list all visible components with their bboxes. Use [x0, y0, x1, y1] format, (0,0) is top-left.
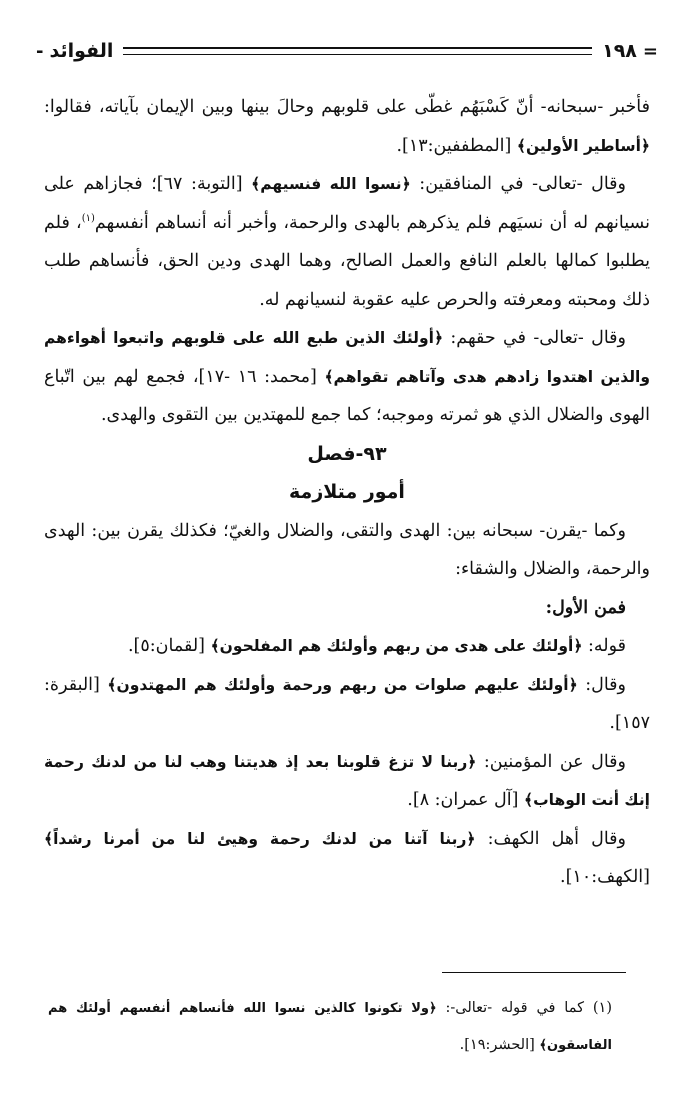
section-intro: وكما -يقرن- سبحانه بين: الهدى والتقى، والضلال والغيّ؛ فكذلك يقرن بين: الهدى والرحمة، والضلال والشقاء:	[44, 520, 650, 579]
footnote-marker[interactable]: (١)	[81, 212, 95, 224]
page-header	[36, 34, 658, 68]
footnote: (١) كما في قوله -تعالى-: ﴿ولا تكونوا كالذين نسوا الله فأنساهم أنفسهم أولئك هم الفاسقون﴾ [الحشر:١٩].	[48, 1000, 612, 1053]
first-label: فمن الأول:	[545, 597, 626, 618]
page-number: ١٩٨	[602, 40, 637, 62]
section-number: ٩٣-فصل	[307, 442, 387, 465]
section-title: أمور متلازمة	[289, 481, 405, 503]
evidence-item: قوله: ﴿أولئك على هدى من ربهم وأولئك هم المفلحون﴾ [لقمان:٥].	[127, 636, 626, 656]
quran-verse: ﴿نسوا الله فنسيهم﴾	[251, 175, 411, 193]
evidence-item: وقال عن المؤمنين: ﴿ربنا لا تزغ قلوبنا بعد إذ هديتنا وهب لنا من لدنك رحمة إنك أنت الوهاب﴾ [آل عمران: ٨].	[44, 751, 650, 810]
evidence-item: وقال أهل الكهف: ﴿ربنا آتنا من لدنك رحمة وهيئ لنا من أمرنا رشداً﴾ [الكهف:١٠].	[44, 828, 650, 887]
quran-verse: ﴿ولا تكونوا كالذين نسوا الله فأنساهم أنفسهم أولئك هم الفاسقون﴾	[48, 1001, 612, 1053]
header-rule	[123, 47, 592, 55]
quran-verse: ﴿أولئك الذين طبع الله على قلوبهم واتبعوا أهواءهم والذين اهتدوا زادهم هدى وآتاهم تقواهم﴾	[44, 329, 650, 386]
quran-verse: ﴿أولئك عليهم صلوات من ربهم ورحمة وأولئك هم المهتدون﴾	[107, 675, 578, 694]
page-body	[44, 88, 650, 897]
book-title: الفوائد	[49, 40, 114, 62]
paragraph-3: وقال -تعالى- في حقهم: ﴿أولئك الذين طبع الله على قلوبهم واتبعوا أهواءهم والذين اهتدوا زادهم هدى وآتاهم تقواهم﴾ [محمد: ١٦ -١٧]، فجمع لهم بين اتّباع الهوى والضلال الذي هو ثمرته وموجبه؛ كما جمع للمهتدين بين التقوى والهدى.	[44, 328, 650, 425]
quran-verse: ﴿أولئك على هدى من ربهم وأولئك هم المفلحون﴾	[210, 637, 583, 655]
footnote-divider	[442, 972, 626, 973]
paragraph-1: فأخبر -سبحانه- أنّ كَسْبَهُم غطّى على قلوبهم وحالَ بينها وبين الإيمان بآياته، فقالوا: ﴿أساطير الأولين﴾ [المطففين:١٣].	[44, 97, 650, 156]
quran-verse: ﴿ربنا لا تزغ قلوبنا بعد إذ هديتنا وهب لنا من لدنك رحمة إنك أنت الوهاب﴾	[44, 752, 650, 809]
paragraph-2: وقال -تعالى- في المنافقين: ﴿نسوا الله فنسيهم﴾ [التوبة: ٦٧]؛ فجازاهم على نسيانهم له أن نسيَهم فلم يذكرهم بالهدى والرحمة، وأخبر أنه أنساهم أنفسهم$^{(١)}$، فلم يطلبوا كمالها بالعلم النافع والعمل الصالح، وهما الهدى ودين الحق، فأنساهم طلب ذلك ومحبته ومعرفته والحرص عليه عقوبة لنسيانهم له.	[44, 174, 650, 310]
evidence-item: وقال: ﴿أولئك عليهم صلوات من ربهم ورحمة وأولئك هم المهتدون﴾ [البقرة: ١٥٧].	[44, 674, 650, 733]
header-dash-right: =	[642, 40, 658, 62]
quran-verse: ﴿أساطير الأولين﴾	[516, 136, 650, 155]
header-dash-left: -	[36, 40, 44, 62]
quran-verse: ﴿ربنا آتنا من لدنك رحمة وهيئ لنا من أمرنا رشداً﴾	[44, 829, 476, 848]
